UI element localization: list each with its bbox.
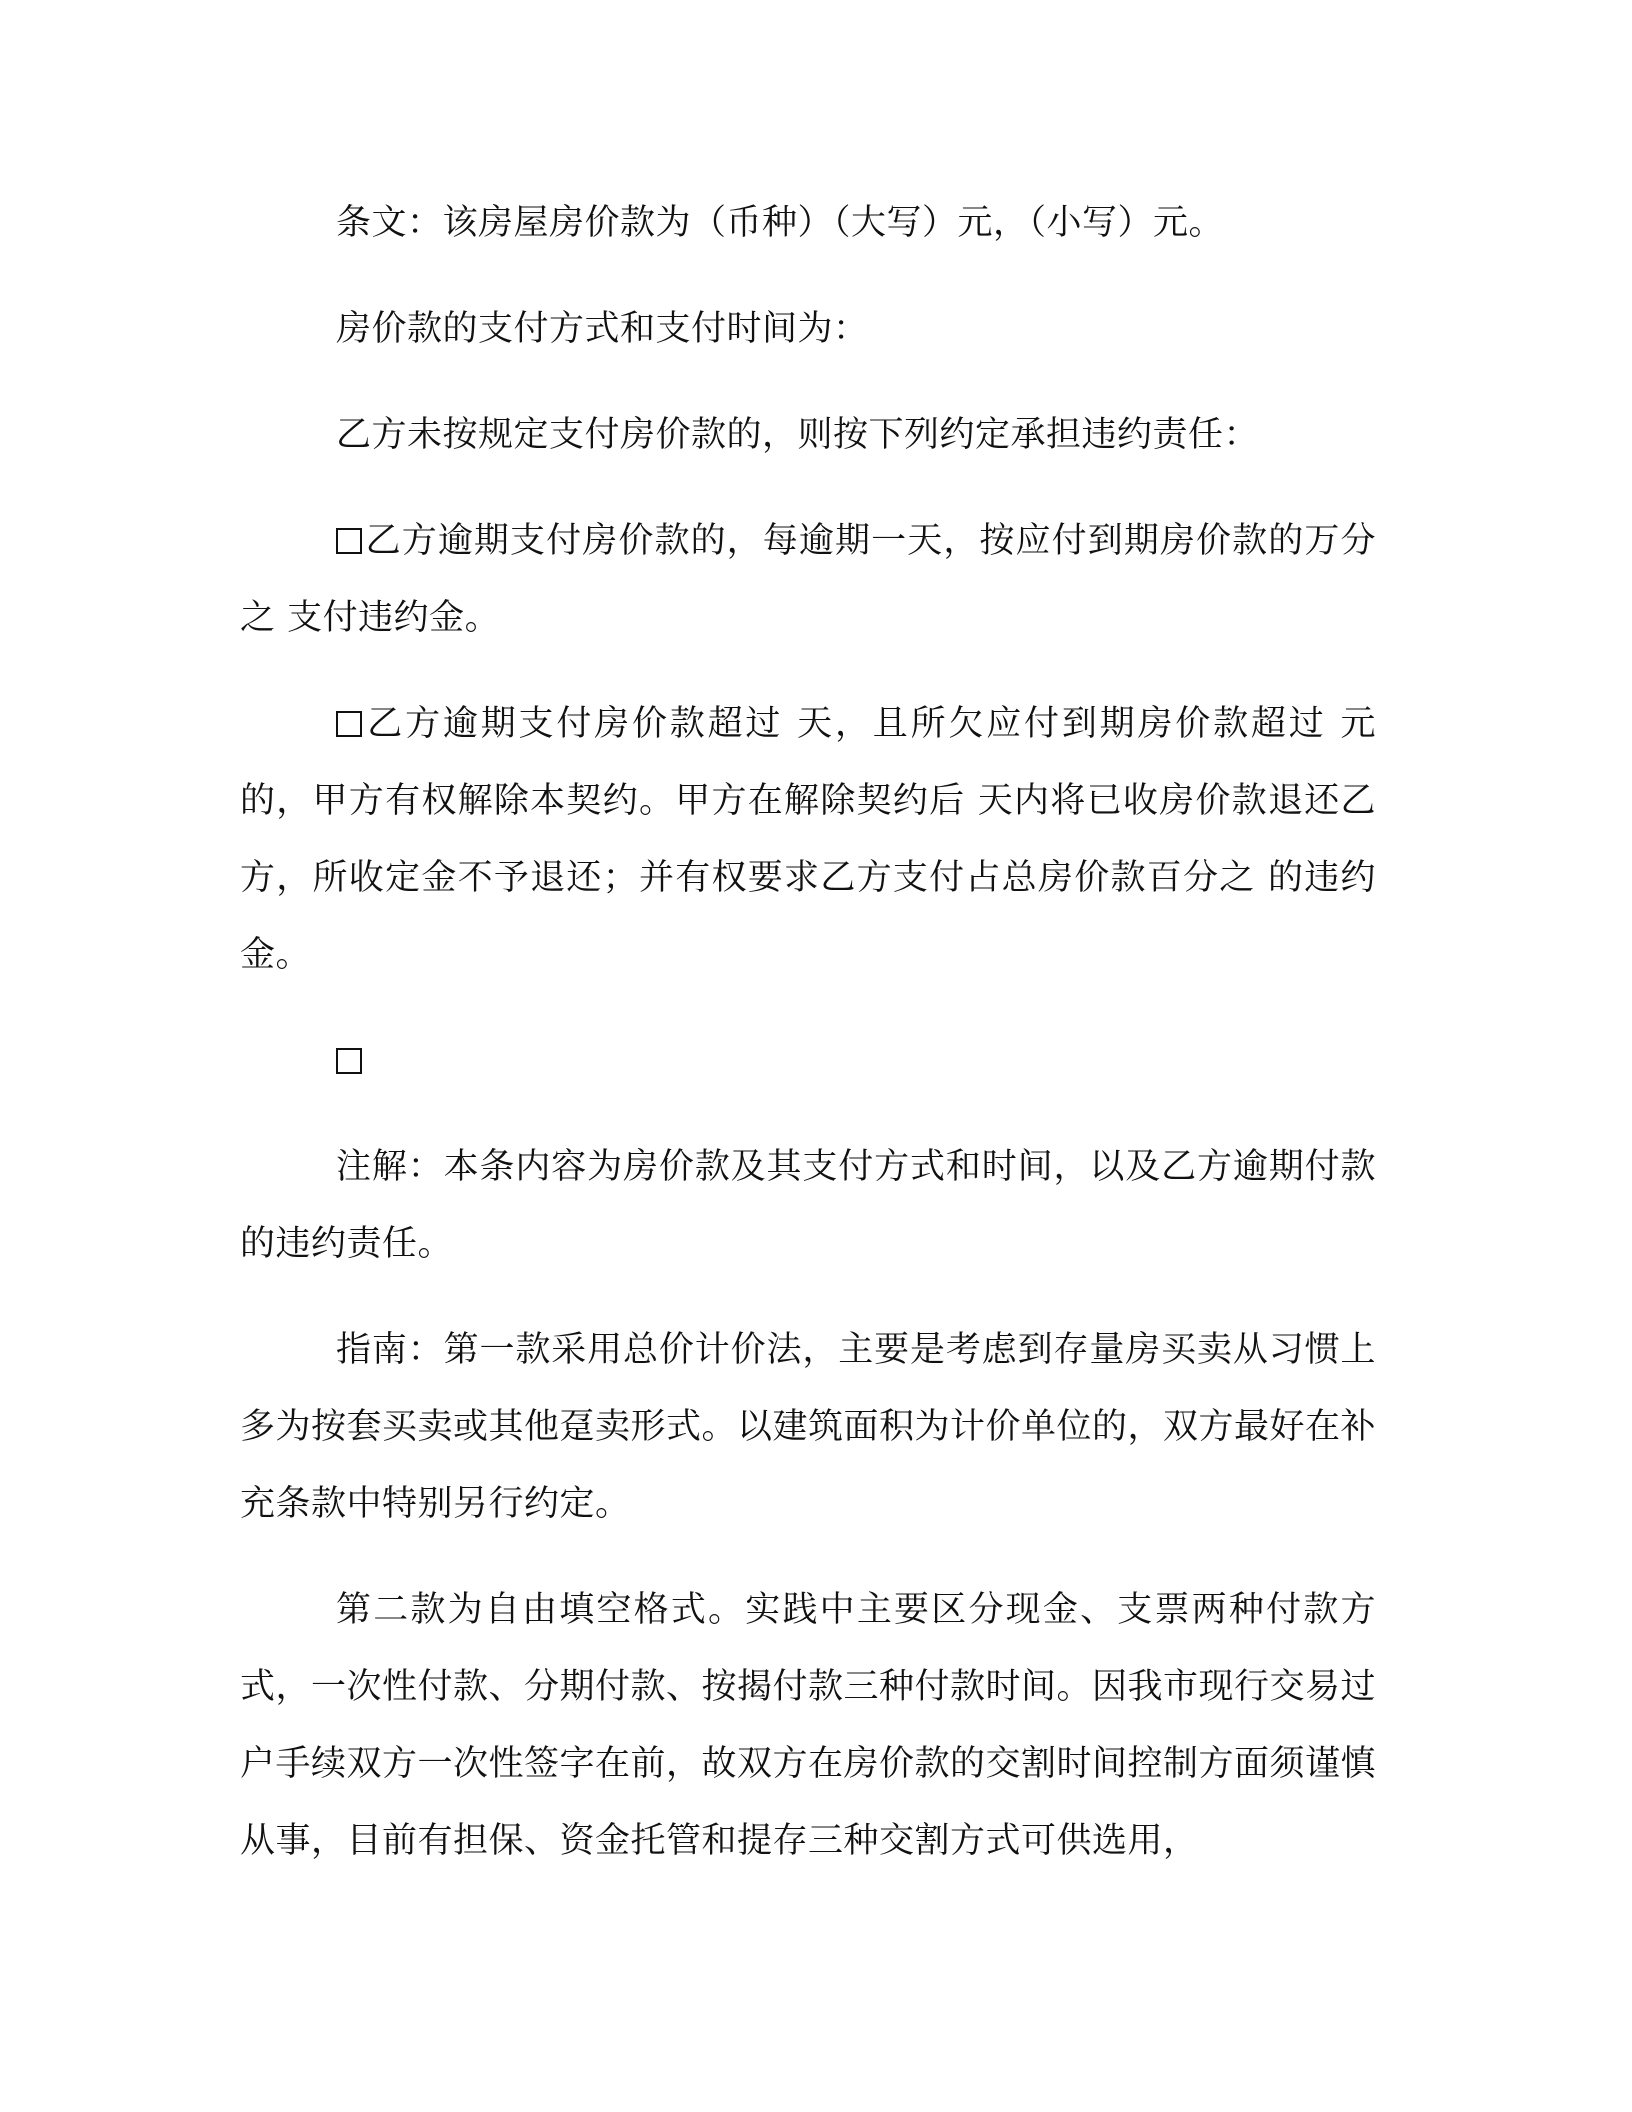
annotation-text: 注解：本条内容为房价款及其支付方式和时间，以及乙方逾期付款的违约责任。 bbox=[240, 1147, 1376, 1264]
option-termination-checkbox[interactable] bbox=[336, 711, 362, 737]
option-termination-text: 乙方逾期支付房价款超过 天，且所欠应付到期房价款超过 元的，甲方有权解除本契约。甲方在解除契约后 天内将已收房价款退还乙方，所收定金不予退还；并有权要求乙方支付占总房价款百分之 的违约金。 bbox=[240, 704, 1376, 975]
annotation-paragraph bbox=[240, 1129, 1376, 1283]
option-termination-paragraph bbox=[240, 686, 1376, 994]
option-daily-penalty-text: 乙方逾期支付房价款的，每逾期一天，按应付到期房价款的万分之 支付违约金。 bbox=[240, 521, 1376, 638]
guide-text: 指南：第一款采用总价计价法，主要是考虑到存量房买卖从习惯上多为按套买卖或其他趸卖形式。以建筑面积为计价单位的，双方最好在补充条款中特别另行约定。 bbox=[240, 1330, 1377, 1524]
second-clause-text: 第二款为自由填空格式。实践中主要区分现金、支票两种付款方式，一次性付款、分期付款、按揭付款三种付款时间。因我市现行交易过户手续双方一次性签字在前，故双方在房价款的交割时间控制方面须谨慎从事，目前有担保、资金托管和提存三种交割方式可供选用， bbox=[240, 1590, 1377, 1861]
document-body bbox=[240, 185, 1376, 1909]
option-other-checkbox[interactable] bbox=[336, 1048, 362, 1074]
breach-intro-text: 乙方未按规定支付房价款的，则按下列约定承担违约责任： bbox=[336, 415, 1260, 455]
payment-method-paragraph bbox=[240, 291, 1376, 368]
clause-price-paragraph bbox=[240, 185, 1376, 262]
second-clause-paragraph bbox=[240, 1572, 1376, 1880]
option-daily-penalty-checkbox[interactable] bbox=[336, 528, 362, 554]
option-daily-penalty-paragraph bbox=[240, 503, 1376, 657]
breach-intro-paragraph bbox=[240, 397, 1376, 474]
clause-price-text: 条文：该房屋房价款为（币种）（大写）元，（小写）元。 bbox=[336, 203, 1225, 243]
guide-paragraph bbox=[240, 1312, 1376, 1543]
payment-method-text: 房价款的支付方式和支付时间为： bbox=[336, 309, 869, 349]
option-other-paragraph bbox=[240, 1023, 1376, 1100]
